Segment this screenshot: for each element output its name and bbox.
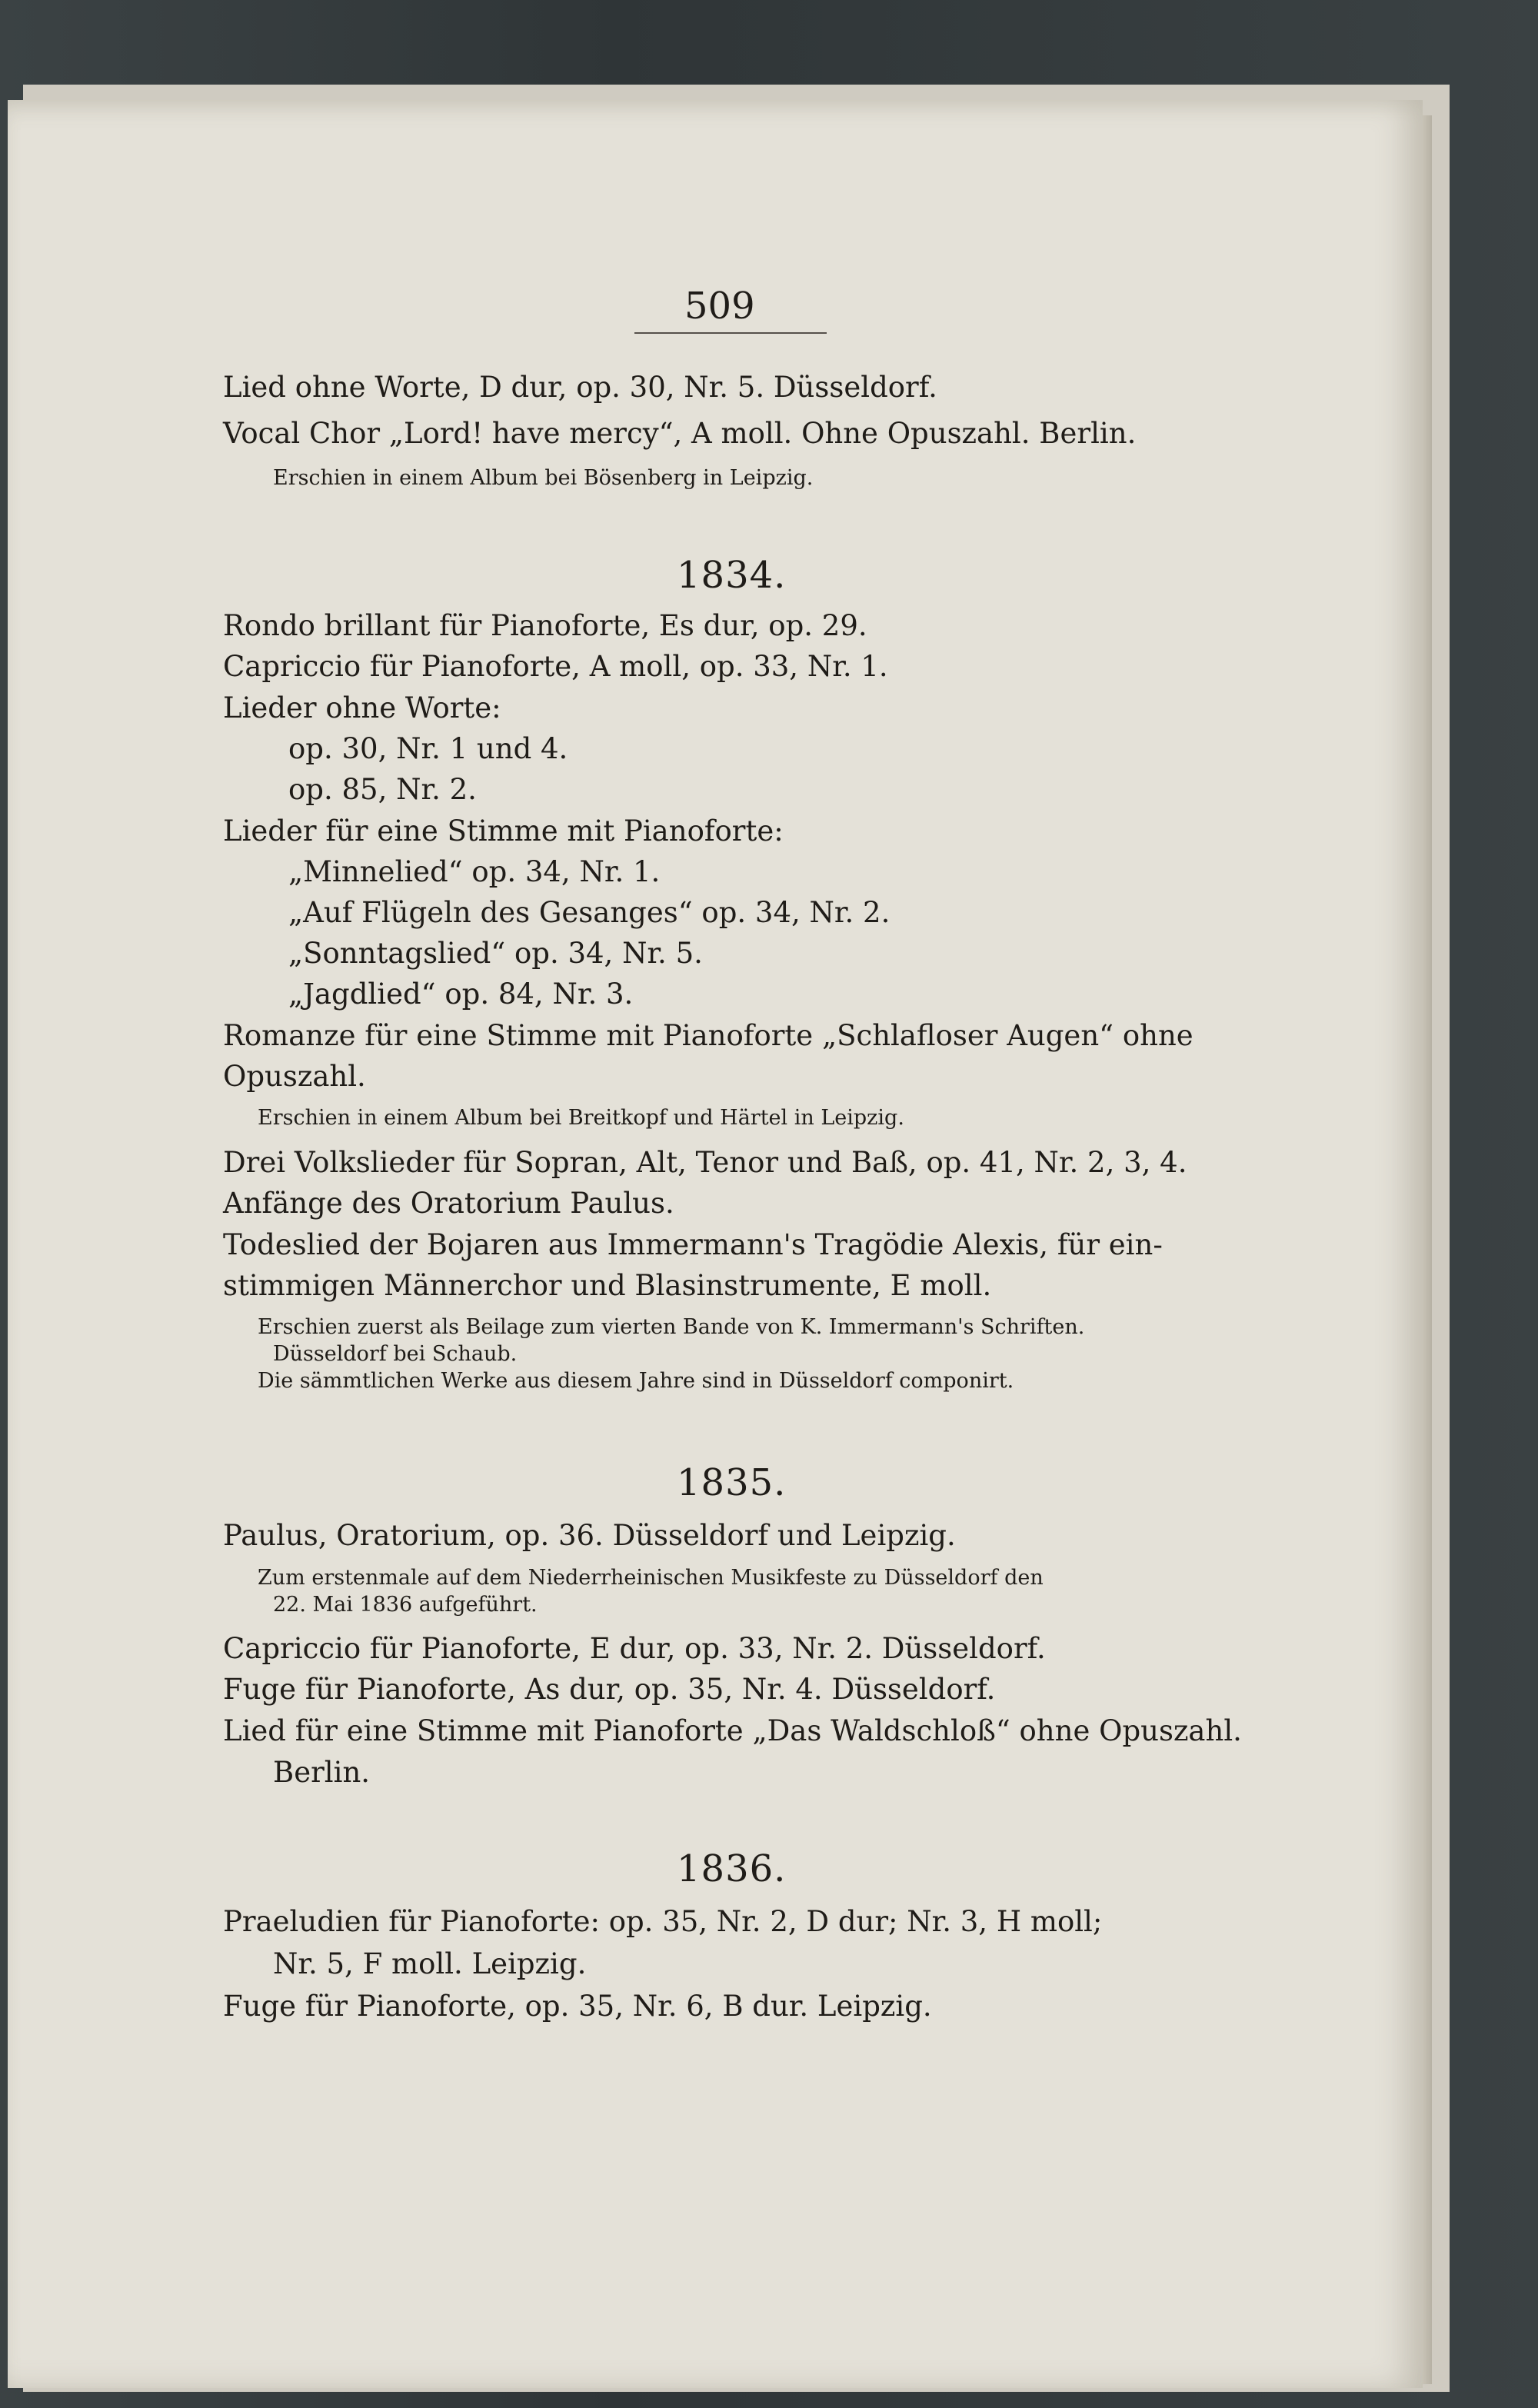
entry-romanze: Romanze für eine Stimme mit Pianoforte „Schlafloser Augen“ ohne — [223, 1019, 1193, 1052]
note-boesenberg: Erschien in einem Album bei Bösenberg in Leipzig. — [273, 466, 814, 490]
page-edge — [1423, 115, 1432, 2384]
note-niederrheinisch: Zum erstenmale auf dem Niederrheinischen Musikfeste zu Düsseldorf den — [258, 1566, 1044, 1590]
entry-vocal-chor: Vocal Chor „Lord! have mercy“, A moll. Ohne Opuszahl. Berlin. — [223, 417, 1137, 450]
entry-lieder-fuer-eine-stimme: Lieder für eine Stimme mit Pianoforte: — [223, 814, 784, 848]
note-breitkopf: Erschien in einem Album bei Breitkopf und Härtel in Leipzig. — [258, 1106, 904, 1130]
entry-capriccio-a-moll: Capriccio für Pianoforte, A moll, op. 33, Nr. 1. — [223, 650, 888, 683]
entry-todeslied: Todeslied der Bojaren aus Immermann's Tragödie Alexis, für ein- — [223, 1228, 1163, 1261]
entry-jagdlied: „Jagdlied“ op. 84, Nr. 3. — [288, 978, 634, 1011]
entry-lieder-ohne-worte: Lieder ohne Worte: — [223, 691, 501, 724]
note-schaub: Düsseldorf bei Schaub. — [273, 1342, 518, 1366]
entry-auf-fluegeln: „Auf Flügeln des Gesanges“ op. 34, Nr. 2. — [288, 896, 891, 929]
entry-minnelied: „Minnelied“ op. 34, Nr. 1. — [288, 855, 661, 888]
page-number-rule — [634, 332, 827, 334]
entry-sonntagslied: „Sonntagslied“ op. 34, Nr. 5. — [288, 937, 703, 970]
entry-capriccio-e-dur: Capriccio für Pianoforte, E dur, op. 33, Nr. 2. Düsseldorf. — [223, 1632, 1046, 1665]
entry-paulus-oratorium: Paulus, Oratorium, op. 36. Düsseldorf und Leipzig. — [223, 1519, 956, 1552]
book-page — [8, 100, 1423, 2388]
entry-praeludien: Praeludien für Pianoforte: op. 35, Nr. 2, D dur; Nr. 3, H moll; — [223, 1905, 1103, 1938]
page-number: 509 — [684, 285, 755, 328]
entry-op30: op. 30, Nr. 1 und 4. — [288, 732, 568, 765]
note-immermann: Erschien zuerst als Beilage zum vierten Bande von K. Immermann's Schriften. — [258, 1315, 1085, 1339]
entry-anfaenge-paulus: Anfänge des Oratorium Paulus. — [223, 1187, 674, 1220]
year-heading-1836: 1836. — [677, 1847, 787, 1890]
entry-berlin: Berlin. — [273, 1756, 371, 1789]
year-heading-1834: 1834. — [677, 554, 787, 597]
year-heading-1835: 1835. — [677, 1461, 787, 1504]
note-duesseldorf-componirt: Die sämmtlichen Werke aus diesem Jahre sind in Düsseldorf componirt. — [258, 1369, 1014, 1393]
entry-lied-ohne-worte: Lied ohne Worte, D dur, op. 30, Nr. 5. Düsseldorf. — [223, 371, 937, 404]
note-22-mai: 22. Mai 1836 aufgeführt. — [273, 1593, 538, 1617]
entry-drei-volkslieder: Drei Volkslieder für Sopran, Alt, Tenor und Baß, op. 41, Nr. 2, 3, 4. — [223, 1146, 1187, 1179]
entry-todeslied-cont: stimmigen Männerchor und Blasinstrumente, E moll. — [223, 1269, 992, 1302]
entry-lied-waldschloss: Lied für eine Stimme mit Pianoforte „Das Waldschloß“ ohne Opuszahl. — [223, 1714, 1242, 1747]
entry-rondo-brillant: Rondo brillant für Pianoforte, Es dur, op. 29. — [223, 609, 867, 642]
entry-fuge-as-dur: Fuge für Pianoforte, As dur, op. 35, Nr. 4. Düsseldorf. — [223, 1673, 996, 1706]
entry-fuge-b-dur: Fuge für Pianoforte, op. 35, Nr. 6, B dur. Leipzig. — [223, 1990, 932, 2023]
entry-op85: op. 85, Nr. 2. — [288, 773, 477, 806]
entry-praeludien-cont: Nr. 5, F moll. Leipzig. — [273, 1947, 587, 1980]
page-text — [8, 100, 1423, 2388]
entry-romanze-cont: Opuszahl. — [223, 1060, 366, 1093]
